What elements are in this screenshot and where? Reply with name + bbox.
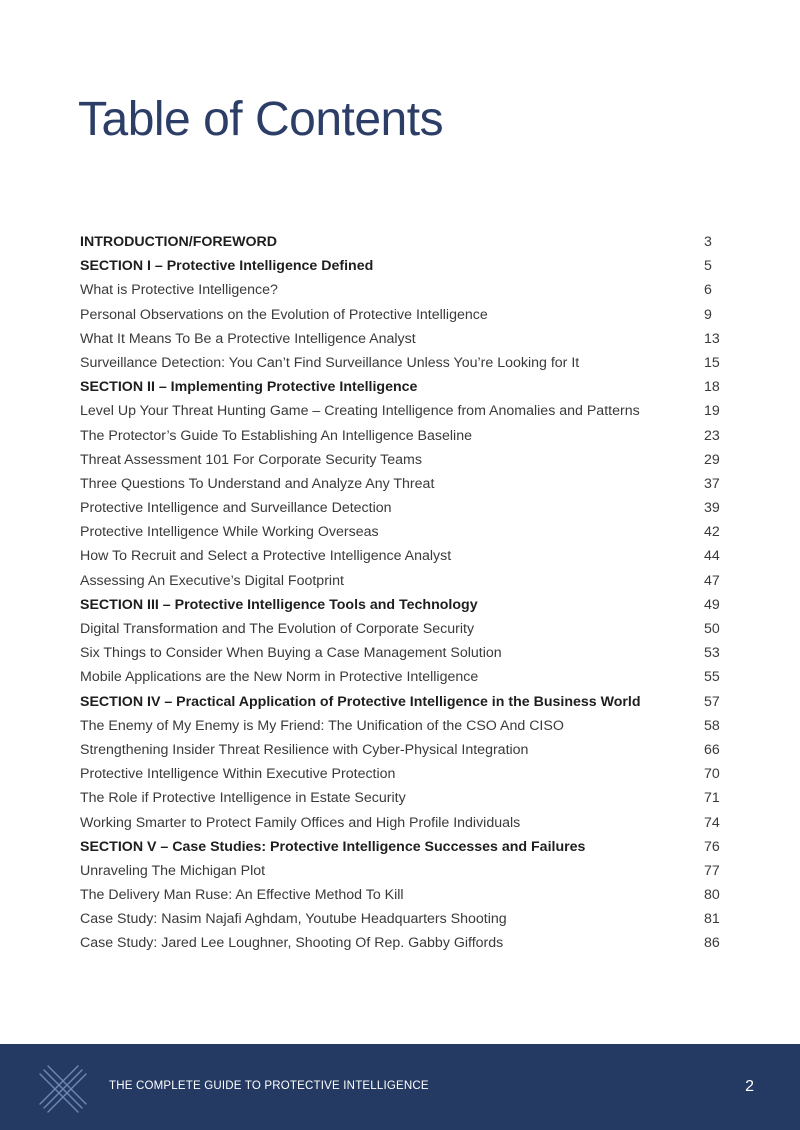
toc-entry-title: What It Means To Be a Protective Intelligence Analyst <box>80 330 416 347</box>
toc-entry-title: Case Study: Nasim Najafi Aghdam, Youtube Headquarters Shooting <box>80 911 507 928</box>
toc-entry-title: SECTION I – Protective Intelligence Defined <box>80 258 374 275</box>
toc-entry-title: What is Protective Intelligence? <box>80 282 278 299</box>
toc-page-number: 57 <box>704 693 720 710</box>
toc-page-number: 37 <box>704 475 720 492</box>
toc-page-number: 58 <box>704 717 720 734</box>
toc-section-heading[interactable] <box>80 593 726 617</box>
toc-page-number: 80 <box>704 887 720 904</box>
toc-entry-title: INTRODUCTION/FOREWORD <box>80 234 278 250</box>
page-footer <box>0 1044 800 1130</box>
toc-page-number: 5 <box>704 258 712 275</box>
toc-entry-title: Threat Assessment 101 For Corporate Security Teams <box>80 451 422 468</box>
toc-entry-title: Three Questions To Understand and Analyze Any Threat <box>80 475 435 492</box>
toc-entry[interactable] <box>80 569 726 593</box>
toc-entry-title: SECTION III – Protective Intelligence Tools and Technology <box>80 596 478 613</box>
toc-entry-title: The Role if Protective Intelligence in Estate Security <box>80 790 406 807</box>
toc-page-number: 66 <box>704 741 720 758</box>
toc-entry-title: Personal Observations on the Evolution of Protective Intelligence <box>80 306 488 323</box>
toc-entry[interactable] <box>80 544 726 568</box>
footer-page-number: 2 <box>745 1078 754 1095</box>
toc-entry-title: Protective Intelligence Within Executive Protection <box>80 766 396 783</box>
page-title: Table of Contents <box>78 93 444 146</box>
toc-page-number: 53 <box>704 645 720 662</box>
toc-entry[interactable] <box>80 931 726 955</box>
toc-entry[interactable] <box>80 907 726 931</box>
toc-page-number: 49 <box>704 596 720 613</box>
toc-page-number: 70 <box>704 766 720 783</box>
toc-entry-title: Assessing An Executive’s Digital Footprint <box>80 572 344 589</box>
toc-entry[interactable] <box>80 472 726 496</box>
toc-entry[interactable] <box>80 496 726 520</box>
toc-page-number: 3 <box>704 234 712 250</box>
toc-page-number: 6 <box>704 282 712 299</box>
toc-entry-title: Six Things to Consider When Buying a Case Management Solution <box>80 645 502 662</box>
toc-page-number: 47 <box>704 572 720 589</box>
toc-entry-title: The Delivery Man Ruse: An Effective Method To Kill <box>80 887 404 904</box>
toc-entry-title: The Protector’s Guide To Establishing An Intelligence Baseline <box>80 427 472 444</box>
toc-page-number: 18 <box>704 379 720 396</box>
footer-title: THE COMPLETE GUIDE TO PROTECTIVE INTELLIGENCE <box>109 1080 429 1092</box>
toc-page-number: 44 <box>704 548 720 565</box>
toc-entry[interactable] <box>80 738 726 762</box>
toc-entry[interactable] <box>80 424 726 448</box>
toc-entry[interactable] <box>80 811 726 835</box>
toc-page-number: 71 <box>704 790 720 807</box>
toc-entry[interactable] <box>80 327 726 351</box>
toc-entry[interactable] <box>80 520 726 544</box>
toc-entry[interactable] <box>80 351 726 375</box>
toc-entry-title: Level Up Your Threat Hunting Game – Creating Intelligence from Anomalies and Patterns <box>80 403 640 420</box>
toc-entry-title: SECTION IV – Practical Application of Protective Intelligence in the Business World <box>80 693 641 710</box>
toc-entry-title: Surveillance Detection: You Can’t Find Surveillance Unless You’re Looking for It <box>80 354 580 371</box>
toc-page-number: 42 <box>704 524 720 541</box>
toc-entry-title: SECTION II – Implementing Protective Intelligence <box>80 379 418 396</box>
toc-entry[interactable] <box>80 448 726 472</box>
toc-entry[interactable] <box>80 762 726 786</box>
toc-section-heading[interactable] <box>80 835 726 859</box>
toc-page-number: 81 <box>704 911 720 928</box>
toc-entry-title: Case Study: Jared Lee Loughner, Shooting Of Rep. Gabby Giffords <box>80 935 504 952</box>
toc-page-number: 9 <box>704 306 712 323</box>
toc-entry-title: The Enemy of My Enemy is My Friend: The Unification of the CSO And CISO <box>80 717 564 734</box>
toc-section-heading[interactable] <box>80 375 726 399</box>
toc-section-heading[interactable] <box>80 690 726 714</box>
toc-page-number: 13 <box>704 330 720 347</box>
toc-page-number: 15 <box>704 354 720 371</box>
toc-page-number: 74 <box>704 814 720 831</box>
toc-entry-title: How To Recruit and Select a Protective Intelligence Analyst <box>80 548 452 565</box>
toc-entry-title: Unraveling The Michigan Plot <box>80 862 266 879</box>
toc-page-number: 50 <box>704 621 720 637</box>
toc-entry[interactable] <box>80 617 726 641</box>
toc-page-number: 23 <box>704 427 720 444</box>
toc-entry-title: SECTION V – Case Studies: Protective Intelligence Successes and Failures <box>80 838 586 855</box>
toc-entry[interactable] <box>80 641 726 665</box>
toc-entry-title: Mobile Applications are the New Norm in Protective Intelligence <box>80 669 479 686</box>
toc-entry[interactable] <box>80 786 726 810</box>
toc-section-heading[interactable] <box>80 254 726 278</box>
toc-section-heading[interactable] <box>80 230 726 254</box>
toc-page-number: 86 <box>704 935 720 952</box>
toc-entry-title: Working Smarter to Protect Family Offices and High Profile Individuals <box>80 814 521 831</box>
toc-entry[interactable] <box>80 278 726 302</box>
toc-entry[interactable] <box>80 859 726 883</box>
toc-page-number: 39 <box>704 500 720 517</box>
toc-page-number: 19 <box>704 403 720 420</box>
toc-entry-title: Protective Intelligence While Working Overseas <box>80 524 379 541</box>
toc-entry-title: Digital Transformation and The Evolution of Corporate Security <box>80 621 475 637</box>
crossed-lines-logo-icon <box>38 1064 88 1114</box>
toc-entry-title: Protective Intelligence and Surveillance Detection <box>80 500 392 517</box>
toc-entry-title: Strengthening Insider Threat Resilience with Cyber-Physical Integration <box>80 741 529 758</box>
toc-page-number: 29 <box>704 451 720 468</box>
toc-page-number: 76 <box>704 838 720 855</box>
toc-page-number: 55 <box>704 669 720 686</box>
toc-entry[interactable] <box>80 665 726 689</box>
toc-entry[interactable] <box>80 883 726 907</box>
table-of-contents <box>80 230 726 956</box>
toc-entry[interactable] <box>80 399 726 423</box>
toc-entry[interactable] <box>80 303 726 327</box>
toc-entry[interactable] <box>80 714 726 738</box>
toc-page-number: 77 <box>704 862 720 879</box>
